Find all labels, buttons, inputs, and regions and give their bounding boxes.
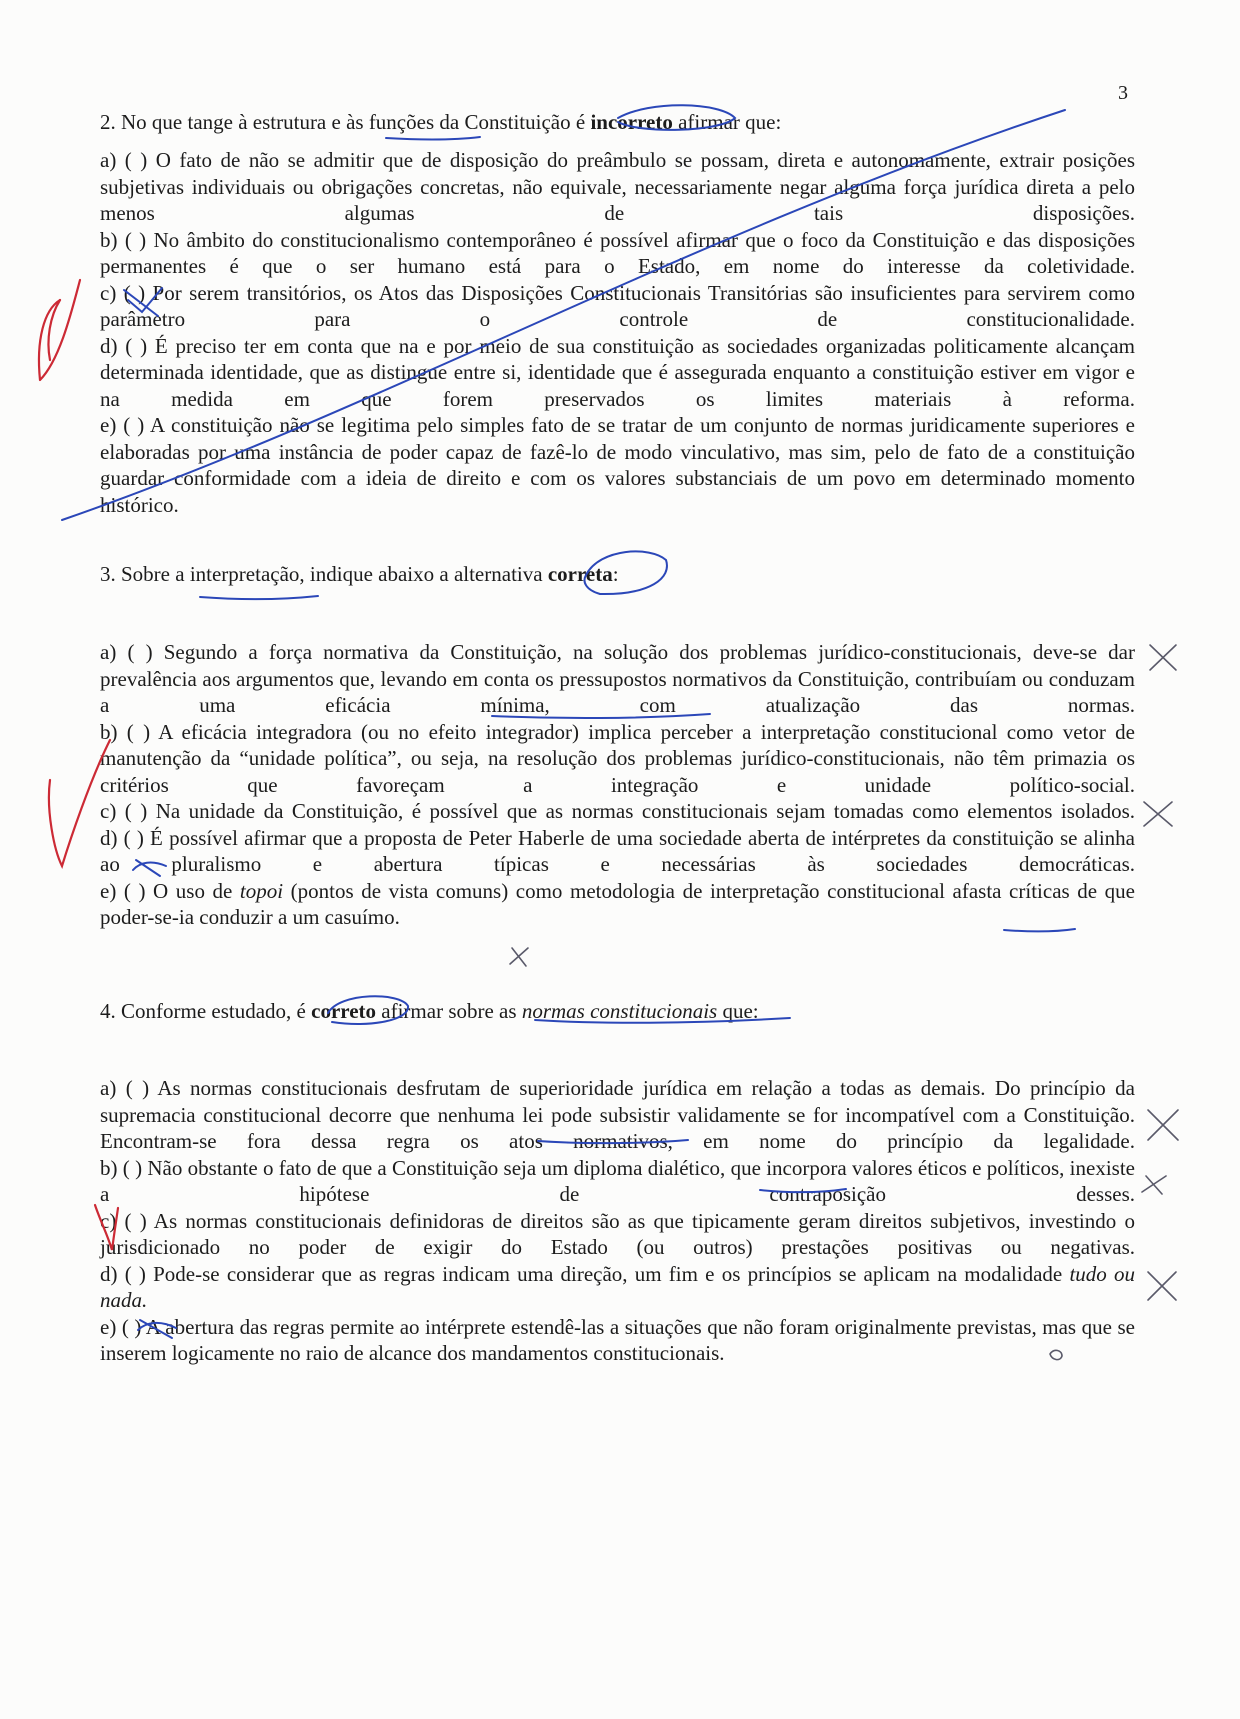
question-2-options xyxy=(100,147,1135,518)
question-4-emphasis: correto xyxy=(311,999,377,1023)
q4-option-d-italic: tudo ou nada. xyxy=(100,1261,1135,1312)
q3-option-d: d) ( ) É possível afirmar que a proposta de Peter Haberle de uma sociedade aberta de intérpretes da constituição se alinha ao pluralismo e abertura típicas e necessárias às sociedades democráticas. xyxy=(100,825,1135,876)
pencil-x-q4d xyxy=(1148,1272,1176,1300)
question-4-middle: afirmar sobre as xyxy=(381,999,517,1023)
question-4-suffix: que: xyxy=(722,999,759,1023)
q3-option-e-after: (pontos de vista comuns) como metodologia de interpretação constitucional afasta críticas de que poder-se-ia conduzir a um casuímo. xyxy=(100,878,1135,929)
question-2-prefix: 2. No que tange à estrutura e às funções da Constituição é xyxy=(100,110,586,134)
q4-option-d-text: d) ( ) Pode-se considerar que as regras indicam uma direção, um fim e os princípios se aplicam na modalidade xyxy=(100,1261,1070,1286)
q2-option-d: d) ( ) É preciso ter em conta que na e por meio de sua constituição as sociedades organizadas politicamente alcançam determinada identidade, que as distingue entre si, identidade que é assegurada enquanto a constituição estiver em vigor e na medida em que forem preservados os limites materiais à reforma. xyxy=(100,333,1135,411)
question-3-suffix: : xyxy=(612,562,619,586)
question-3-title xyxy=(100,560,619,588)
question-4-title xyxy=(100,997,759,1025)
pencil-x-q3a xyxy=(1150,645,1176,670)
pencil-mark-q3e xyxy=(510,948,528,966)
q2-option-a: a) ( ) O fato de não se admitir que de disposição do preâmbulo se possam, direta e autonomamente, extrair posições subjetivas individuais ou obrigações concretas, não equivale, necessariamente negar alguma força jurídica direta a pelo menos algumas de tais disposições. xyxy=(100,148,1135,225)
q4-option-d xyxy=(100,1261,1135,1314)
red-circle-q2 xyxy=(48,300,60,360)
q4-option-a: a) ( ) As normas constitucionais desfrutam de superioridade jurídica em relação a todas as demais. Do princípio da supremacia constitucional decorre que nenhuma lei pode subsistir validamente se for incompatível com a Constituição. Encontram-se fora dessa regra os atos normativos, em nome do princípio da legalidade. xyxy=(100,1076,1135,1153)
q3-option-e-before: e) ( ) O uso de xyxy=(100,878,240,903)
q3-option-b: b) ( ) A eficácia integradora (ou no efeito integrador) implica perceber a interpretação constitucional como vetor de manutenção da “unidade política”, ou seja, na resolução dos problemas jurídico-constitucionais, não têm primazia os critérios que favoreçam a integração e unidade político-social. xyxy=(100,719,1135,797)
question-2-emphasis: incorreto xyxy=(590,110,673,134)
question-2-suffix: afirmar que: xyxy=(678,110,782,134)
q4-option-b: b) ( ) Não obstante o fato de que a Constituição seja um diploma dialético, que incorpora valores éticos e políticos, inexiste a hipótese de contraposição desses. xyxy=(100,1155,1135,1206)
q2-option-c: c) ( ) Por serem transitórios, os Atos das Disposições Constitucionais Transitórias são insuficientes para servirem como parâmetro para o controle de constitucionalidade. xyxy=(100,280,1135,331)
q3-option-c: c) ( ) Na unidade da Constituição, é possível que as normas constitucionais sejam tomadas como elementos isolados. xyxy=(100,799,1135,823)
question-3-emphasis: correta xyxy=(547,562,613,586)
q2-option-e: e) ( ) A constituição não se legitima pelo simples fato de se tratar de um conjunto de normas juridicamente superiores e elaboradas por uma instância de poder capaz de fazê-lo de modo vinculativo, mas sim, pelo de fato de a constituição guardar conformidade com a ideia de direito e com os valores substanciais de um povo em determinado momento histórico. xyxy=(100,413,1135,517)
question-4-prefix: 4. Conforme estudado, é xyxy=(100,999,306,1023)
page-number: 3 xyxy=(1118,82,1128,104)
blue-underline-interpretacao xyxy=(200,596,318,599)
q3-option-a: a) ( ) Segundo a força normativa da Constituição, na solução dos problemas jurídico-constitucionais, deve-se dar prevalência aos argumentos que, levando em conta os pressupostos normativos da Constituição, contribuíam ou conduzam a uma eficácia mínima, com atualização das normas. xyxy=(100,640,1135,717)
question-3-prefix: 3. Sobre a interpretação, indique abaixo a alternativa xyxy=(100,562,543,586)
question-4-italic: normas constitucionais xyxy=(521,999,718,1023)
q4-option-e: e) ( ) A abertura das regras permite ao intérprete estendê-las a situações que não foram originalmente previstas, mas que se inserem logicamente no raio de alcance dos mandamentos constitucionais. xyxy=(100,1314,1135,1365)
pencil-x-q3c xyxy=(1144,802,1172,826)
red-checkmark-q2 xyxy=(39,280,80,380)
question-3-options xyxy=(100,639,1135,931)
q4-option-c: c) ( ) As normas constitucionais definidoras de direitos são as que tipicamente geram direitos subjetivos, investindo o jurisdicionado no poder de exigir do Estado (ou outros) prestações positivas ou negativas. xyxy=(100,1208,1135,1259)
pencil-mark-q4b xyxy=(1142,1176,1166,1194)
blue-underline-funcoes xyxy=(386,137,480,139)
question-4-options xyxy=(100,1075,1135,1367)
q3-option-e xyxy=(100,878,1135,931)
q3-option-e-italic: topoi xyxy=(239,878,284,903)
question-2-title xyxy=(100,108,781,136)
pencil-x-q4a xyxy=(1148,1110,1178,1140)
q2-option-b: b) ( ) No âmbito do constitucionalismo contemporâneo é possível afirmar que o foco da Constituição e das disposições permanentes é que o ser humano está para o Estado, em nome do interesse da coletividade. xyxy=(100,227,1135,278)
